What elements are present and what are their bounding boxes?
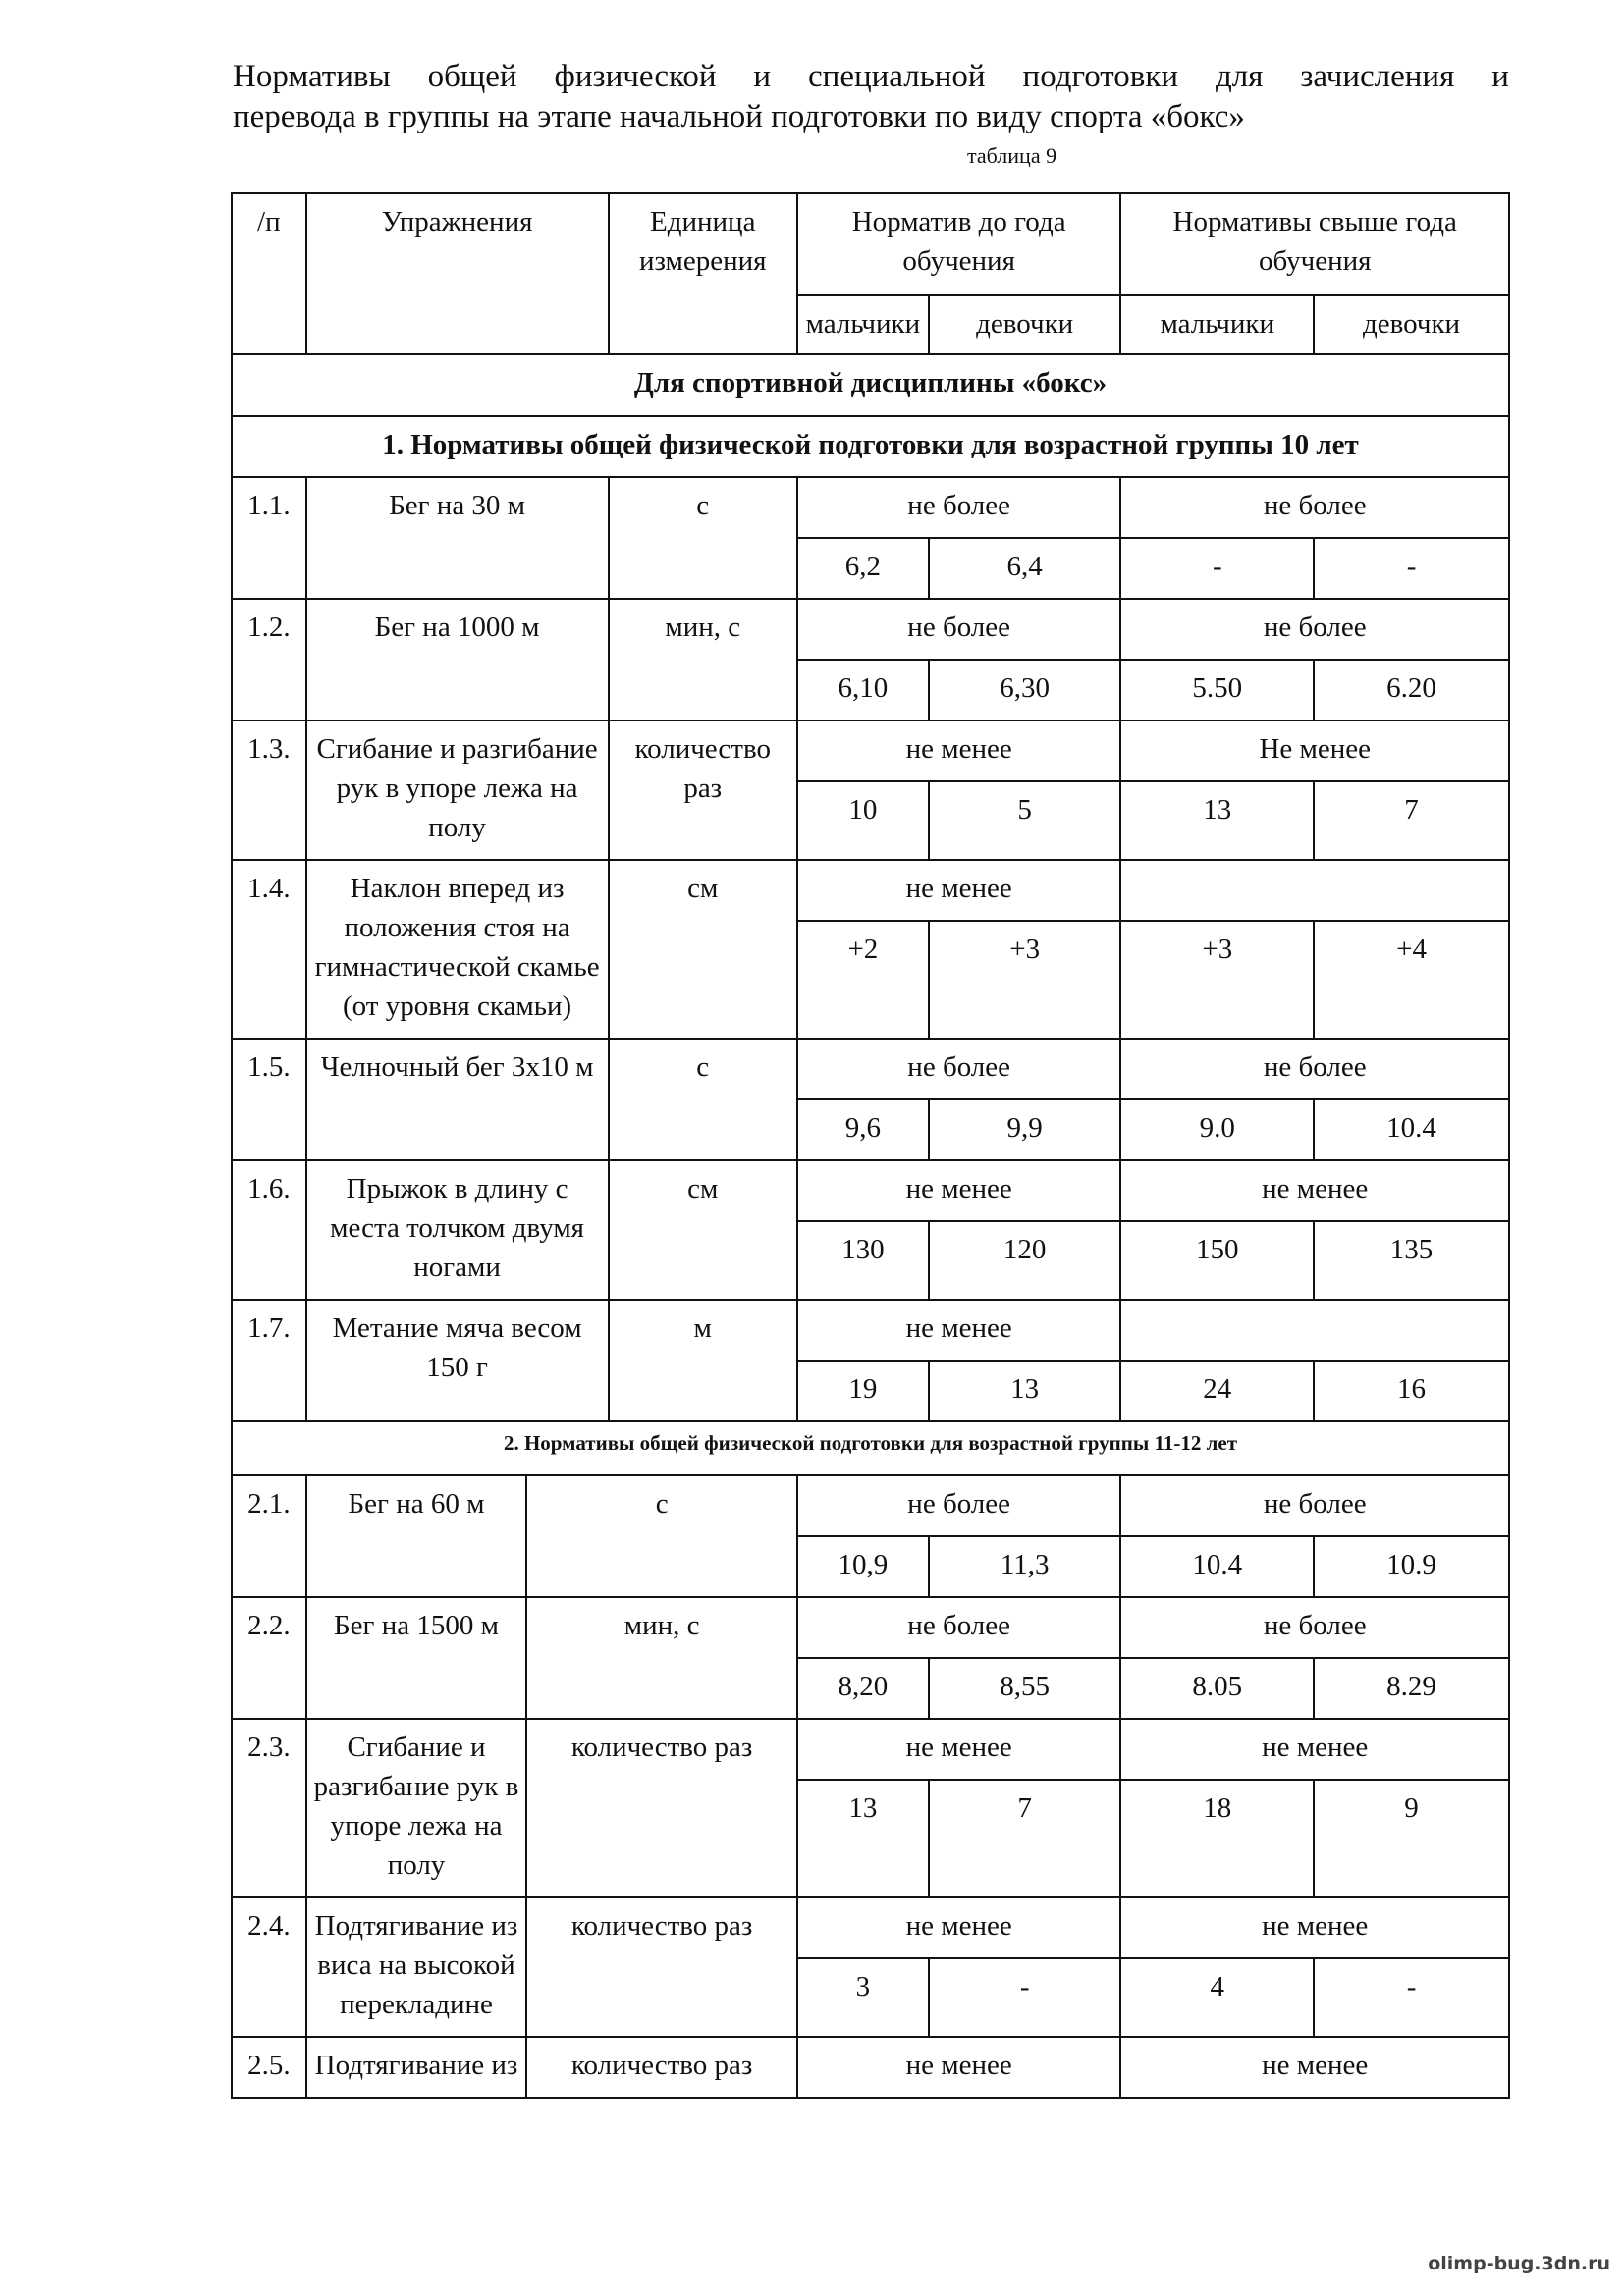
row-number: 2.3. <box>232 1719 306 1897</box>
value-boys-first-year: 6,2 <box>797 538 929 599</box>
exercise-name: Метание мяча весом 150 г <box>306 1300 609 1421</box>
header-group-over-year: Нормативы свыше года обучения <box>1120 193 1509 295</box>
title-line-1 <box>233 57 1509 97</box>
row-number: 2.2. <box>232 1597 306 1719</box>
condition-first-year: не менее <box>797 721 1121 781</box>
condition-first-year: не более <box>797 1597 1121 1658</box>
title-word: для <box>1216 59 1264 94</box>
section-2-title: 2. Нормативы общей физической подготовки для возрастной группы 11-12 лет <box>232 1421 1509 1475</box>
condition-over-year: не менее <box>1120 1897 1509 1958</box>
value-boys-over-year: - <box>1120 538 1314 599</box>
unit: с <box>526 1475 797 1597</box>
exercise-name: Бег на 60 м <box>306 1475 527 1597</box>
value-girls-first-year: +3 <box>929 921 1121 1039</box>
value-boys-over-year: 13 <box>1120 781 1314 860</box>
norms-table <box>231 192 1510 2099</box>
unit: количество раз <box>609 721 797 860</box>
unit: мин, с <box>609 599 797 721</box>
exercise-name: Бег на 30 м <box>306 477 609 599</box>
unit: количество раз <box>526 1719 797 1897</box>
value-boys-over-year: 150 <box>1120 1221 1314 1300</box>
condition-over-year: не менее <box>1120 1719 1509 1780</box>
header-girls-1: девочки <box>929 295 1121 354</box>
condition-first-year: не более <box>797 1039 1121 1099</box>
discipline-title: Для спортивной дисциплины «бокс» <box>232 354 1509 416</box>
row-number: 1.1. <box>232 477 306 599</box>
value-girls-first-year: 5 <box>929 781 1121 860</box>
table-row <box>232 599 1509 660</box>
value-boys-first-year: 6,10 <box>797 660 929 721</box>
unit: мин, с <box>526 1597 797 1719</box>
value-boys-over-year: 10.4 <box>1120 1536 1314 1597</box>
condition-first-year: не более <box>797 477 1121 538</box>
title-word: и <box>753 59 772 94</box>
table-row <box>232 1897 1509 1958</box>
value-girls-first-year: 13 <box>929 1361 1121 1421</box>
row-number: 1.7. <box>232 1300 306 1421</box>
value-girls-over-year: 10.9 <box>1314 1536 1509 1597</box>
table-row <box>232 1039 1509 1099</box>
value-boys-first-year: 19 <box>797 1361 929 1421</box>
value-girls-first-year: 6,4 <box>929 538 1121 599</box>
condition-first-year: не менее <box>797 860 1121 921</box>
condition-first-year: не более <box>797 1475 1121 1536</box>
row-number: 1.5. <box>232 1039 306 1160</box>
value-girls-first-year: 11,3 <box>929 1536 1121 1597</box>
condition-over-year: не более <box>1120 477 1509 538</box>
value-boys-over-year: 9.0 <box>1120 1099 1314 1160</box>
condition-over-year: не более <box>1120 1475 1509 1536</box>
table-row <box>232 2037 1509 2098</box>
condition-over-year: не менее <box>1120 1160 1509 1221</box>
row-number: 2.4. <box>232 1897 306 2037</box>
condition-first-year: не менее <box>797 1160 1121 1221</box>
value-girls-over-year: 10.4 <box>1314 1099 1509 1160</box>
row-number: 1.4. <box>232 860 306 1039</box>
value-girls-over-year: 9 <box>1314 1780 1509 1897</box>
unit: м <box>609 1300 797 1421</box>
header-boys-2: мальчики <box>1120 295 1314 354</box>
value-boys-over-year: 5.50 <box>1120 660 1314 721</box>
condition-first-year: не менее <box>797 1719 1121 1780</box>
exercise-name: Подтягивание из <box>306 2037 527 2098</box>
unit: см <box>609 860 797 1039</box>
value-girls-over-year: - <box>1314 1958 1509 2037</box>
value-boys-over-year: 4 <box>1120 1958 1314 2037</box>
unit: количество раз <box>526 1897 797 2037</box>
header-row <box>232 193 1509 295</box>
header-boys-1: мальчики <box>797 295 929 354</box>
exercise-name: Челночный бег 3х10 м <box>306 1039 609 1160</box>
section-1-row <box>232 416 1509 477</box>
title-word: физической <box>554 59 717 94</box>
exercise-name: Прыжок в длину с места толчком двумя ногами <box>306 1160 609 1300</box>
value-boys-first-year: 8,20 <box>797 1658 929 1719</box>
value-boys-first-year: 130 <box>797 1221 929 1300</box>
unit: с <box>609 1039 797 1160</box>
condition-over-year <box>1120 1300 1509 1361</box>
table-row <box>232 860 1509 921</box>
value-girls-first-year: 6,30 <box>929 660 1121 721</box>
condition-over-year <box>1120 860 1509 921</box>
section-2-row <box>232 1421 1509 1475</box>
value-boys-first-year: 3 <box>797 1958 929 2037</box>
value-boys-first-year: 13 <box>797 1780 929 1897</box>
value-boys-over-year: 24 <box>1120 1361 1314 1421</box>
condition-first-year: не более <box>797 599 1121 660</box>
value-boys-over-year: +3 <box>1120 921 1314 1039</box>
title-word: Нормативы <box>233 59 391 94</box>
value-boys-first-year: 9,6 <box>797 1099 929 1160</box>
title-word: зачисления <box>1300 59 1455 94</box>
discipline-row <box>232 354 1509 416</box>
value-girls-over-year: - <box>1314 538 1509 599</box>
table-number: таблица 9 <box>967 143 1057 168</box>
table-row <box>232 1300 1509 1361</box>
value-boys-first-year: +2 <box>797 921 929 1039</box>
condition-first-year: не менее <box>797 2037 1121 2098</box>
row-number: 2.1. <box>232 1475 306 1597</box>
header-girls-2: девочки <box>1314 295 1509 354</box>
value-girls-over-year: 16 <box>1314 1361 1509 1421</box>
value-girls-over-year: 135 <box>1314 1221 1509 1300</box>
exercise-name: Наклон вперед из положения стоя на гимнастической скамье (от уровня скамьи) <box>306 860 609 1039</box>
row-number: 1.6. <box>232 1160 306 1300</box>
title-word: подготовки <box>1022 59 1179 94</box>
condition-first-year: не менее <box>797 1300 1121 1361</box>
exercise-name: Подтягивание из виса на высокой перекладине <box>306 1897 527 2037</box>
condition-over-year: не более <box>1120 1597 1509 1658</box>
document-title <box>233 57 1509 137</box>
unit: количество раз <box>526 2037 797 2098</box>
header-num: /п <box>232 193 306 354</box>
header-exercise: Упражнения <box>306 193 609 354</box>
value-girls-over-year: 8.29 <box>1314 1658 1509 1719</box>
header-unit: Единица измерения <box>609 193 797 354</box>
table-row <box>232 1597 1509 1658</box>
value-boys-first-year: 10,9 <box>797 1536 929 1597</box>
row-number: 2.5. <box>232 2037 306 2098</box>
value-girls-first-year: 7 <box>929 1780 1121 1897</box>
condition-over-year: Не менее <box>1120 721 1509 781</box>
condition-over-year: не более <box>1120 1039 1509 1099</box>
condition-over-year: не более <box>1120 599 1509 660</box>
exercise-name: Бег на 1500 м <box>306 1597 527 1719</box>
table-row <box>232 1719 1509 1780</box>
table-row <box>232 721 1509 781</box>
table-row <box>232 1160 1509 1221</box>
table-row <box>232 477 1509 538</box>
value-girls-over-year: 6.20 <box>1314 660 1509 721</box>
row-number: 1.2. <box>232 599 306 721</box>
header-group-first-year: Норматив до года обучения <box>797 193 1121 295</box>
exercise-name: Сгибание и разгибание рук в упоре лежа на полу <box>306 721 609 860</box>
value-girls-first-year: - <box>929 1958 1121 2037</box>
unit: с <box>609 477 797 599</box>
value-girls-first-year: 8,55 <box>929 1658 1121 1719</box>
value-girls-over-year: +4 <box>1314 921 1509 1039</box>
value-girls-over-year: 7 <box>1314 781 1509 860</box>
value-boys-first-year: 10 <box>797 781 929 860</box>
table-row <box>232 1475 1509 1536</box>
value-girls-first-year: 120 <box>929 1221 1121 1300</box>
unit: см <box>609 1160 797 1300</box>
exercise-name: Сгибание и разгибание рук в упоре лежа на полу <box>306 1719 527 1897</box>
condition-over-year: не менее <box>1120 2037 1509 2098</box>
title-word: специальной <box>808 59 986 94</box>
exercise-name: Бег на 1000 м <box>306 599 609 721</box>
watermark: olimp-bug.3dn.ru <box>1428 2253 1610 2274</box>
title-word: и <box>1491 59 1509 94</box>
title-word: общей <box>427 59 517 94</box>
section-1-title: 1. Нормативы общей физической подготовки для возрастной группы 10 лет <box>232 416 1509 477</box>
value-boys-over-year: 8.05 <box>1120 1658 1314 1719</box>
value-boys-over-year: 18 <box>1120 1780 1314 1897</box>
condition-first-year: не менее <box>797 1897 1121 1958</box>
value-girls-first-year: 9,9 <box>929 1099 1121 1160</box>
row-number: 1.3. <box>232 721 306 860</box>
title-line-2: перевода в группы на этапе начальной подготовки по виду спорта «бокс» <box>233 99 1245 134</box>
